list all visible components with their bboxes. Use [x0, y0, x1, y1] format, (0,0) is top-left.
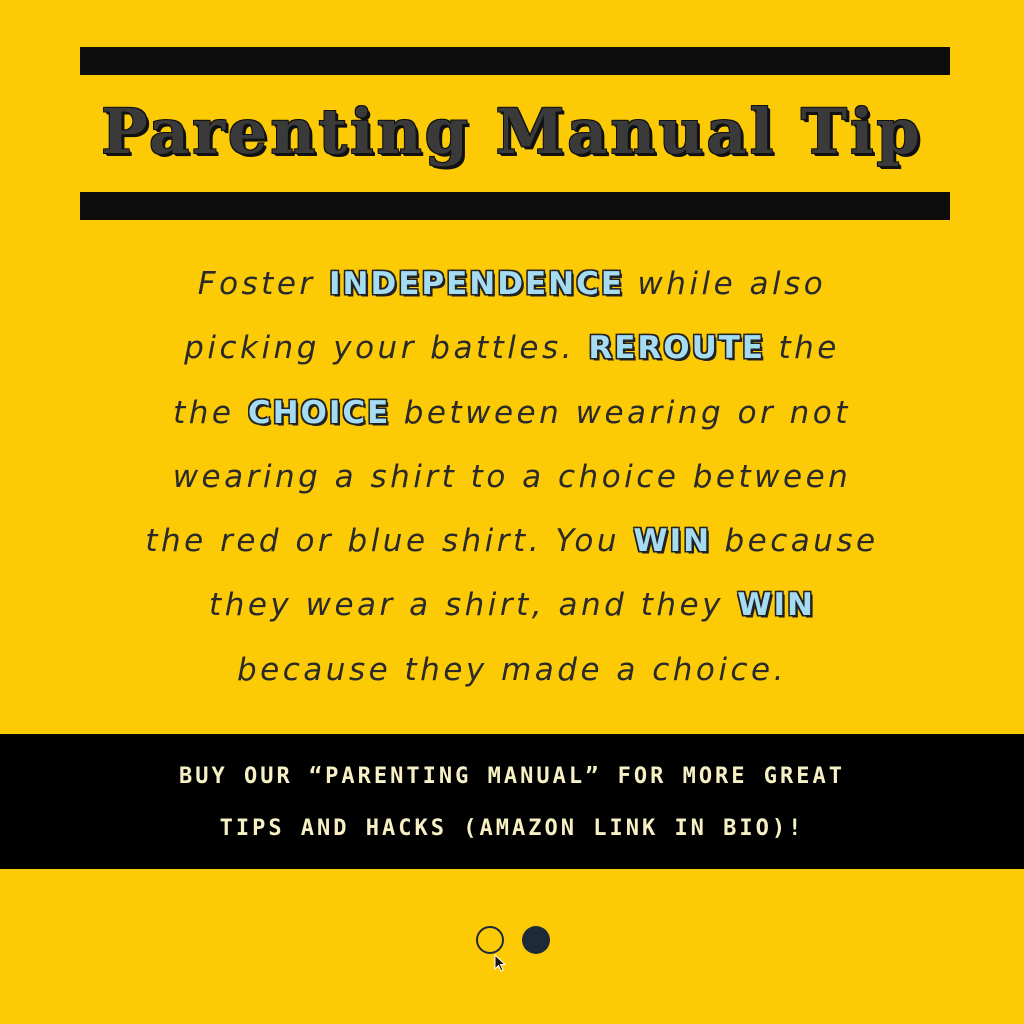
top-rule [80, 47, 950, 75]
highlight-word: REROUTE [588, 330, 766, 367]
tip-text [60, 252, 964, 702]
bottom-rule [80, 192, 950, 220]
page-title: Parenting Manual Tip [101, 95, 923, 168]
tip-line: the CHOICE between wearing or not [173, 394, 851, 431]
cursor-pointer-icon [494, 954, 508, 972]
carousel-pagination [476, 926, 556, 966]
tip-line: picking your battles. REROUTE the [184, 330, 840, 367]
pagination-dot-1[interactable] [476, 926, 504, 954]
highlight-word: CHOICE [247, 394, 391, 431]
pagination-dot-2[interactable] [522, 926, 550, 954]
tip-line: because they made a choice. [237, 651, 787, 688]
tip-line: Foster INDEPENDENCE while also [197, 266, 827, 302]
highlight-word: WIN [737, 587, 815, 624]
tip-line: the red or blue shirt. You WIN because [145, 523, 879, 560]
tip-line: wearing a shirt to a choice between [172, 458, 852, 495]
highlight-word: WIN [633, 523, 712, 560]
banner-line-1: BUY OUR “PARENTING MANUAL” FOR MORE GREAT [178, 764, 846, 789]
highlight-word: INDEPENDENCE [329, 266, 625, 302]
banner-line-2: TIPS AND HACKS (AMAZON LINK IN BIO)! [219, 816, 805, 841]
promo-banner [0, 734, 1024, 869]
tip-line: they wear a shirt, and they WIN [209, 587, 815, 624]
